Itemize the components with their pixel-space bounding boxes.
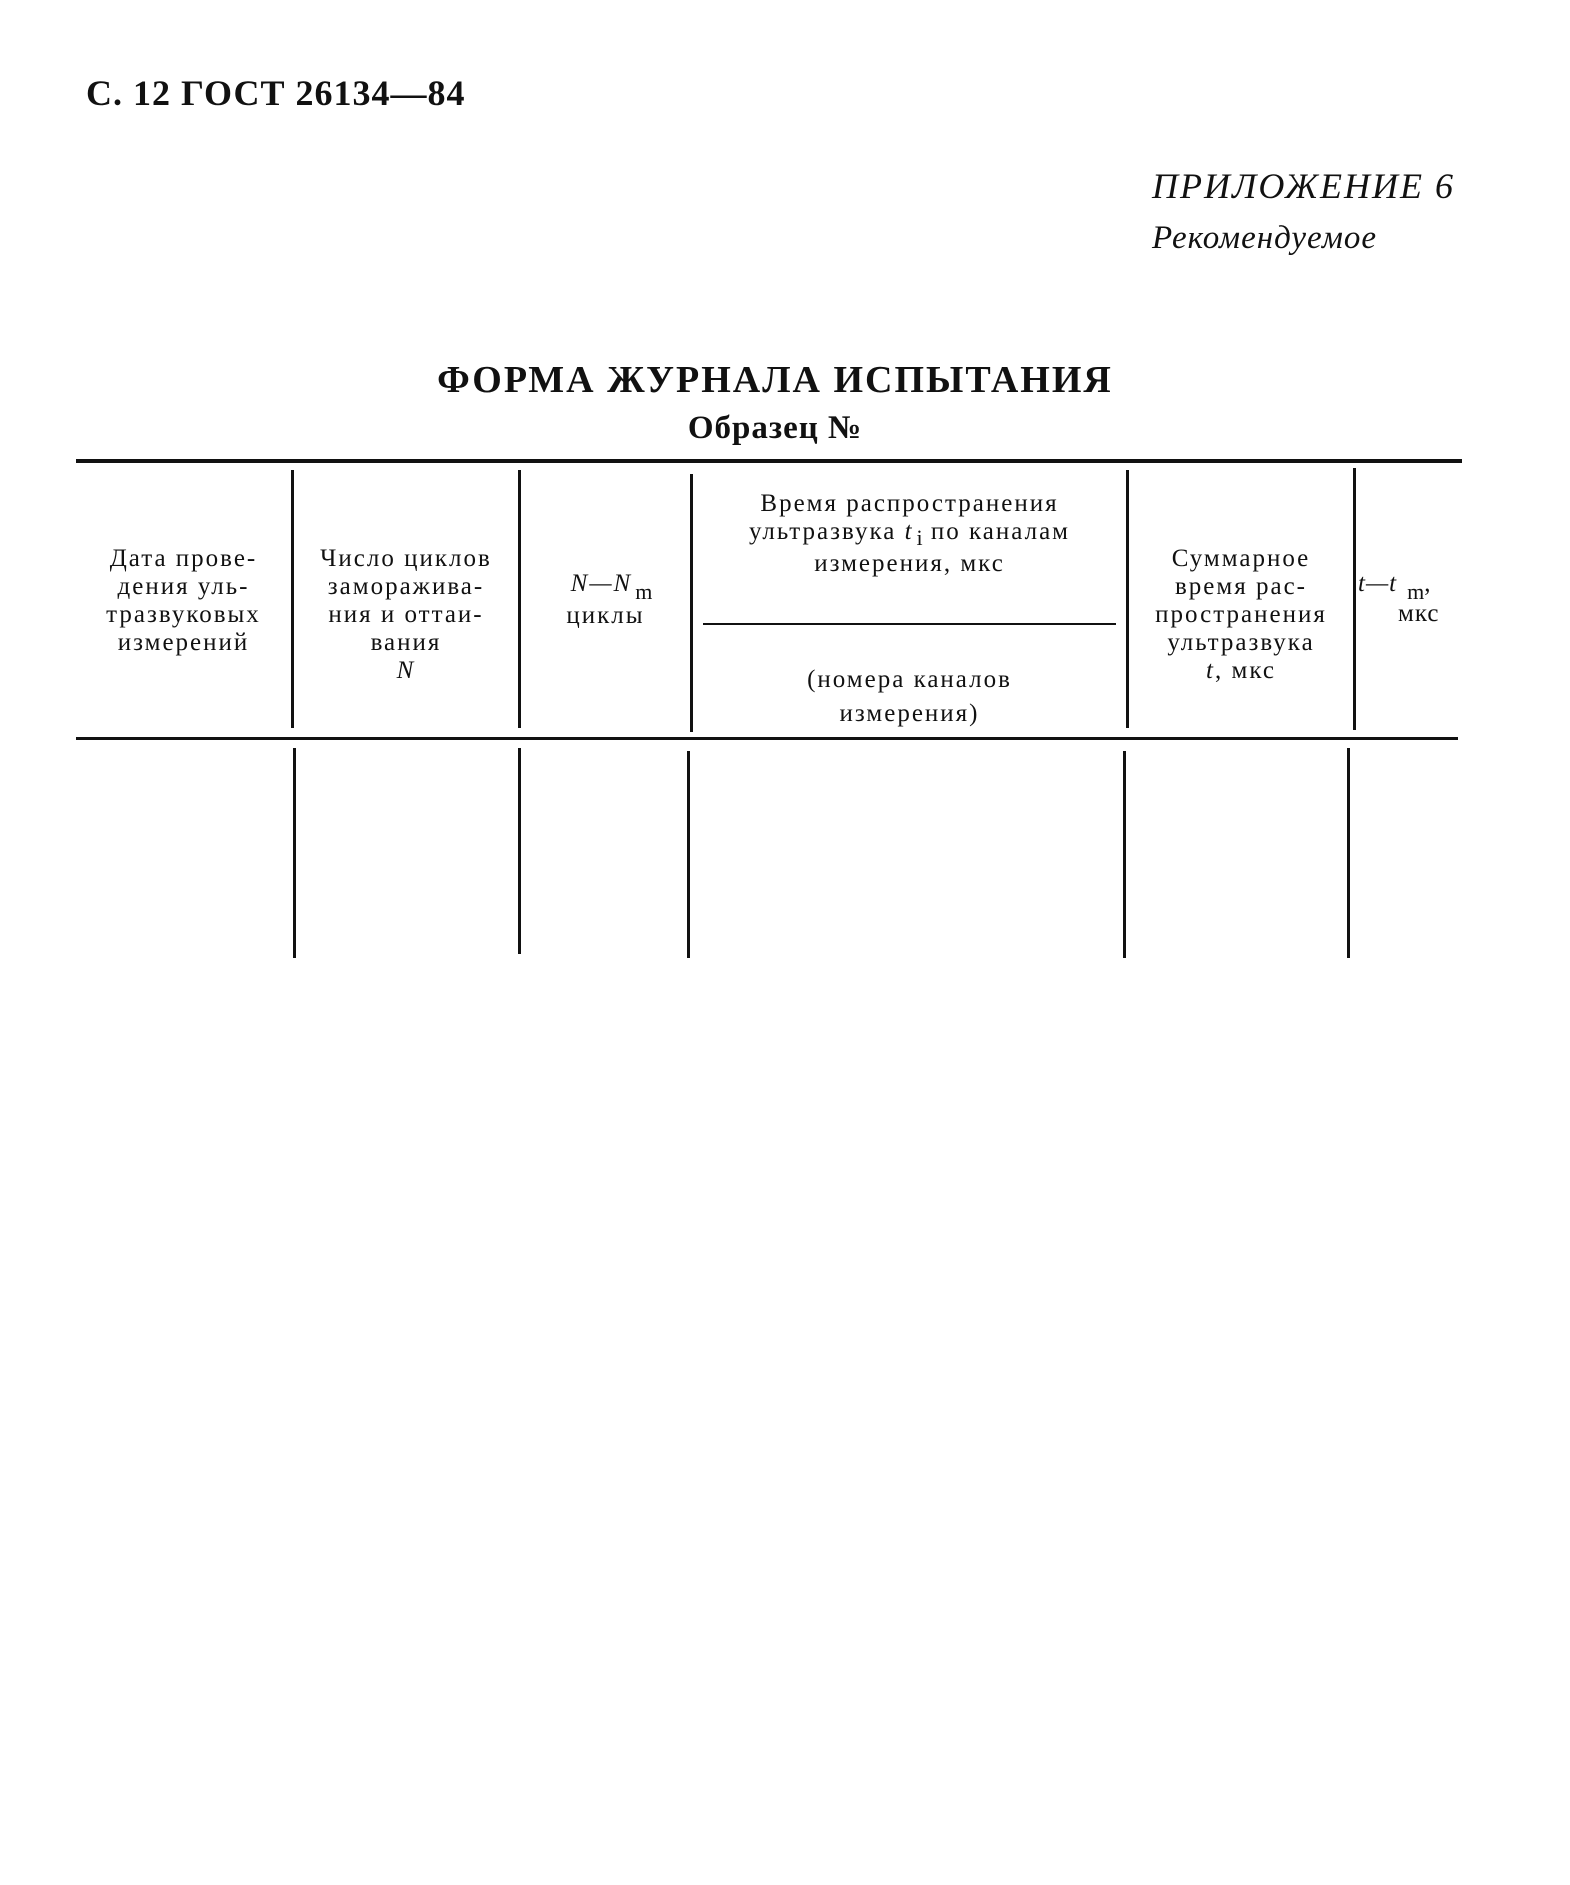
column-header-date-line: дения уль- bbox=[117, 573, 250, 600]
table-header-bottom-rule bbox=[76, 737, 1458, 740]
time-difference-unit: мкс bbox=[1398, 600, 1440, 627]
cycle-difference-formula-sub: m bbox=[635, 579, 653, 604]
column-header-date-line: тразвуковых bbox=[106, 601, 261, 628]
column-header-date-line: измерений bbox=[117, 629, 250, 656]
cycles-symbol: N bbox=[396, 657, 416, 684]
appendix-label: ПРИЛОЖЕНИЕ 6 bbox=[1152, 166, 1455, 206]
column-header-date-line: Дата прове- bbox=[109, 545, 258, 572]
total-time-line: пространения bbox=[1155, 601, 1327, 628]
appendix-status: Рекомендуемое bbox=[1152, 220, 1378, 256]
propagation-time-line: измерения, мкс bbox=[814, 550, 1005, 577]
total-time-line: Суммарное bbox=[1171, 545, 1311, 572]
time-difference-formula bbox=[1358, 570, 1462, 604]
column-header-total-time bbox=[1129, 545, 1353, 685]
total-time-unit: , мкс bbox=[1215, 657, 1276, 684]
body-col-divider-2 bbox=[518, 748, 521, 954]
time-difference-formula-sub: m bbox=[1407, 579, 1425, 604]
channels-line: измерения) bbox=[839, 700, 980, 727]
propagation-time-line: Время распространения bbox=[760, 490, 1059, 517]
body-col-divider-1 bbox=[293, 748, 296, 958]
column-subheader-channels bbox=[693, 663, 1126, 731]
propagation-time-symbol-sub: i bbox=[916, 525, 923, 550]
cycle-difference-formula bbox=[533, 570, 690, 604]
total-time-line: время рас- bbox=[1175, 573, 1307, 600]
propagation-time-text: по каналам bbox=[930, 518, 1070, 545]
time-difference-formula-main: t—t bbox=[1358, 570, 1398, 597]
column-header-cycles-line: ния и оттаи- bbox=[328, 601, 484, 628]
time-difference-formula-comma: , bbox=[1424, 570, 1432, 597]
form-title: ФОРМА ЖУРНАЛА ИСПЫТАНИЯ bbox=[437, 359, 1113, 401]
page-header: С. 12 ГОСТ 26134—84 bbox=[86, 73, 466, 113]
propagation-time-text: ультразвука bbox=[748, 518, 897, 545]
sample-number-label: Образец № bbox=[687, 410, 863, 446]
column-header-cycles-line: заморажива- bbox=[327, 573, 485, 600]
channels-line: (номера каналов bbox=[807, 666, 1012, 693]
column-header-propagation-time bbox=[693, 490, 1126, 578]
body-col-divider-5 bbox=[1347, 748, 1350, 958]
body-col-divider-3 bbox=[687, 751, 690, 958]
column-header-cycle-difference bbox=[521, 570, 690, 630]
cycle-difference-unit: циклы bbox=[566, 602, 645, 629]
propagation-time-symbol bbox=[904, 518, 923, 550]
total-time-symbol: t bbox=[1206, 657, 1215, 684]
column-header-time-difference bbox=[1356, 570, 1462, 628]
time-column-divider bbox=[703, 623, 1116, 625]
body-col-divider-4 bbox=[1123, 751, 1126, 958]
column-header-cycles-line: Число циклов bbox=[320, 545, 492, 572]
propagation-time-symbol-main: t bbox=[904, 518, 914, 545]
column-header-cycles bbox=[294, 545, 518, 685]
propagation-time-line bbox=[693, 518, 1126, 550]
column-header-date bbox=[76, 545, 291, 657]
table-top-rule bbox=[76, 459, 1462, 463]
column-header-cycles-line: вания bbox=[370, 629, 442, 656]
total-time-line bbox=[1129, 657, 1353, 685]
cycle-difference-formula-main: N—N bbox=[570, 570, 633, 597]
total-time-line: ультразвука bbox=[1167, 629, 1315, 656]
